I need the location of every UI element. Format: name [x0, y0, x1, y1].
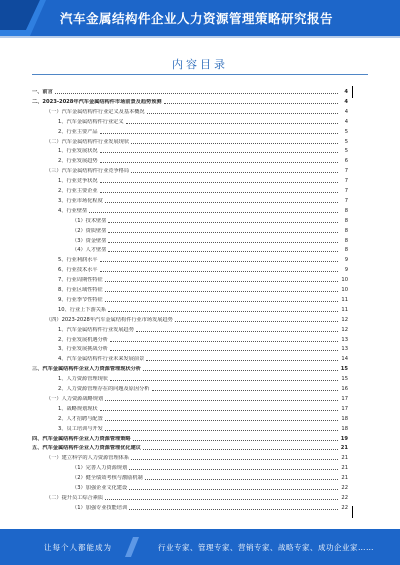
toc-entry[interactable]: [32, 86, 348, 95]
toc-entry[interactable]: [72, 502, 348, 511]
toc-entry-page: 5: [344, 138, 348, 145]
toc-entry-label: 8、行业区域性特征: [58, 287, 103, 293]
toc-entry-label: 2、行业主要企业: [58, 188, 98, 194]
margin-marker-bottom: [352, 506, 353, 518]
toc-entry-page: 21: [340, 445, 348, 452]
margin-marker-top: [352, 86, 353, 98]
toc-entry-page: 13: [341, 346, 348, 353]
toc-leader-dots: [55, 92, 338, 94]
toc-entry-page: 12: [341, 316, 348, 323]
toc-entry-page: 8: [344, 207, 348, 214]
toc-leader-dots: [136, 330, 338, 332]
toc-entry[interactable]: [58, 423, 348, 432]
toc-entry-label: （2）资质壁垒: [72, 227, 107, 234]
toc-entry[interactable]: [72, 482, 348, 491]
toc-entry-label: （四）2023-2028年汽车金属结构件行业市场发展趋势: [46, 316, 173, 323]
toc-entry[interactable]: [32, 442, 348, 451]
toc-entry-page: 22: [341, 485, 348, 491]
toc-entry-label: 1、人力资源管理现状: [58, 376, 108, 383]
toc-entry[interactable]: [58, 343, 348, 352]
toc-entry[interactable]: [58, 294, 348, 303]
toc-entry-page: 10: [341, 287, 348, 293]
toc-entry[interactable]: [58, 304, 348, 313]
toc-entry-page: 4: [344, 118, 348, 125]
toc-leader-dots: [100, 151, 338, 153]
toc-entry-label: 五、汽车金属结构件企业人力资源管理优化建议: [32, 445, 141, 452]
toc-leader-dots: [105, 419, 338, 421]
toc-entry[interactable]: [32, 96, 348, 105]
toc-entry-label: （1）完善人力资源规划: [72, 465, 128, 472]
toc-entry[interactable]: [46, 165, 348, 174]
toc-entry[interactable]: [58, 383, 348, 392]
toc-leader-dots: [108, 241, 338, 243]
toc-entry[interactable]: [58, 205, 348, 214]
toc-entry-page: 9: [344, 257, 348, 264]
toc-entry[interactable]: [72, 215, 348, 224]
toc-leader-dots: [147, 112, 338, 114]
toc-entry-page: 7: [344, 197, 348, 204]
toc-leader-dots: [100, 409, 338, 411]
toc-entry-page: 10: [341, 277, 348, 284]
toc-entry[interactable]: [58, 175, 348, 184]
report-header: [0, 0, 400, 40]
toc-entry-page: 22: [341, 504, 348, 511]
toc-entry-page: 7: [344, 188, 348, 194]
toc-leader-dots: [110, 340, 338, 342]
toc-entry[interactable]: [72, 225, 348, 234]
toc-entry-page: 17: [341, 405, 348, 412]
toc-entry[interactable]: [46, 314, 348, 323]
toc-entry-label: 1、汽车金属结构件行业定义: [58, 118, 124, 125]
toc-entry-page: 5: [344, 148, 348, 155]
toc-entry-page: 19: [340, 435, 348, 442]
toc-entry[interactable]: [32, 363, 348, 372]
toc-entry[interactable]: [58, 334, 348, 343]
toc-entry[interactable]: [72, 235, 348, 244]
toc-entry-label: 2、人力资源管理存在的问题及原因分析: [58, 386, 150, 392]
toc-entry-label: 4、行业壁垒: [58, 207, 88, 214]
toc-entry-page: 13: [341, 336, 348, 343]
toc-entry-page: 9: [344, 267, 348, 274]
toc-entry-label: 2、行业主要产品: [58, 128, 98, 135]
toc-leader-dots: [108, 310, 338, 312]
toc-entry[interactable]: [46, 136, 348, 145]
toc-entry-page: 4: [344, 89, 348, 95]
toc-entry-page: 16: [341, 386, 348, 392]
toc-entry-label: 7、行业周期性特征: [58, 277, 103, 284]
toc-leader-dots: [105, 201, 338, 203]
toc-leader-dots: [131, 458, 338, 460]
toc-entry-label: 5、行业利润水平: [58, 257, 98, 264]
toc-entry-label: （二）提升员工综合素质: [46, 494, 104, 501]
toc-leader-dots: [89, 211, 338, 213]
toc-entry-page: 4: [344, 108, 348, 115]
toc-entry[interactable]: [58, 155, 348, 164]
toc-leader-dots: [108, 221, 338, 223]
toc-leader-dots: [145, 478, 338, 480]
toc-entry-page: 17: [341, 395, 348, 402]
toc-entry-page: 8: [344, 217, 348, 224]
toc-entry[interactable]: [58, 126, 348, 135]
toc-entry-page: 11: [341, 296, 348, 303]
toc-entry-label: （三）汽车金属结构件行业竞争格局: [46, 168, 130, 175]
toc-entry-label: 四、汽车金属结构件企业人力资源管理策略: [32, 435, 131, 442]
toc-entry[interactable]: [58, 403, 348, 412]
toc-entry[interactable]: [46, 106, 348, 115]
toc-leader-dots: [105, 429, 338, 431]
toc-entry-page: 14: [341, 356, 348, 363]
toc-leader-dots: [146, 359, 338, 361]
toc-entry-label: 二、2023-2028年汽车金属结构件市场前景及趋势预测: [32, 98, 162, 105]
toc-leader-dots: [133, 439, 338, 441]
toc-entry[interactable]: [58, 284, 348, 293]
toc-entry-label: 3、行业市场化程度: [58, 197, 103, 204]
toc-leader-dots: [105, 290, 338, 292]
toc-entry-label: （3）加强企业文化建设: [72, 485, 128, 491]
toc-entry-label: 3、员工培训与开发: [58, 425, 103, 432]
toc-leader-dots: [175, 320, 338, 322]
toc-entry[interactable]: [72, 462, 348, 471]
header-title: 汽车金属结构件企业人力资源管理策略研究报告: [60, 11, 334, 26]
toc-entry[interactable]: [58, 185, 348, 194]
toc-entry[interactable]: [32, 433, 348, 442]
toc-entry-label: 3、行业发展挑战分析: [58, 346, 108, 353]
toc-leader-dots: [108, 231, 338, 233]
toc-entry-label: 1、汽车金属结构件行业发展趋势: [58, 326, 134, 333]
toc-title-rule: [32, 74, 368, 75]
toc-entry[interactable]: [72, 244, 348, 253]
toc-leader-dots: [110, 379, 338, 381]
toc-leader-dots: [164, 102, 338, 104]
toc-entry-label: （一）建立科学的人力资源管理体系: [46, 455, 130, 462]
toc-leader-dots: [131, 171, 338, 173]
toc-entry-label: （一）汽车金属结构件行业定义及基本概况: [46, 108, 145, 115]
toc-entry-label: 1、战略规划现状: [58, 405, 98, 412]
toc-leader-dots: [152, 389, 339, 391]
toc-entry[interactable]: [46, 492, 348, 501]
toc-entry-page: 7: [344, 178, 348, 185]
toc-entry-label: 一、前言: [32, 89, 53, 95]
toc-entry-label: 10、行业上下游关系: [58, 306, 107, 313]
toc-leader-dots: [105, 399, 338, 401]
toc-entry-label: 2、行业发展趋势: [58, 158, 98, 165]
toc-entry[interactable]: [58, 274, 348, 283]
footer-slogan-right: 行业专家、管理专家、营销专家、战略专家、成功企业家……: [158, 543, 374, 552]
toc-entry[interactable]: [58, 254, 348, 263]
toc-entry-label: （一）人力资源战略规划: [46, 395, 104, 402]
toc-entry[interactable]: [58, 413, 348, 422]
toc-entry-page: 8: [344, 237, 348, 244]
toc-entry-page: 6: [344, 158, 348, 165]
toc-entry[interactable]: [58, 195, 348, 204]
toc-leader-dots: [100, 270, 338, 272]
footer-slogan-left: 让每个人都能成为: [44, 543, 112, 552]
toc-leader-dots: [105, 498, 338, 500]
toc-entry-label: （二）汽车金属结构件行业发展现状: [46, 138, 130, 145]
toc-leader-dots: [105, 300, 338, 302]
toc-entry-label: 2、人才招聘与配置: [58, 415, 103, 422]
toc-entry-page: 22: [341, 494, 348, 501]
toc-entry-label: （1）加强专业技能培训: [72, 504, 128, 511]
toc-leader-dots: [100, 191, 338, 193]
toc-leader-dots: [110, 349, 338, 351]
toc-leader-dots: [108, 250, 338, 252]
toc-entry-page: 18: [341, 425, 348, 432]
toc-entry-page: 21: [341, 465, 348, 472]
toc-title: 内容目录: [172, 58, 228, 71]
toc-entry-page: 8: [344, 247, 348, 254]
toc-entry-label: 9、行业季节性特征: [58, 296, 103, 303]
toc-entry[interactable]: [58, 116, 348, 125]
toc-entry-page: 18: [341, 415, 348, 422]
toc-leader-dots: [100, 161, 338, 163]
footer-banner: [0, 529, 400, 565]
toc-entry[interactable]: [72, 472, 348, 481]
toc-entry-label: （2）健全绩效考核与激励机制: [72, 475, 143, 482]
toc-leader-dots: [126, 122, 338, 124]
toc-leader-dots: [129, 508, 338, 510]
toc-entry[interactable]: [46, 452, 348, 461]
toc-entry-label: （1）技术壁垒: [72, 217, 107, 224]
toc-entry[interactable]: [58, 145, 348, 154]
toc-entry[interactable]: [46, 393, 348, 402]
toc-entry-label: 2、行业发展机遇分析: [58, 336, 108, 343]
footer-separator-icon: [125, 537, 139, 557]
toc-entry-label: （3）资金壁垒: [72, 237, 107, 244]
toc-entry[interactable]: [58, 264, 348, 273]
toc-entry-page: 11: [341, 306, 348, 313]
toc-leader-dots: [100, 132, 338, 134]
toc-entry-page: 7: [344, 168, 348, 175]
toc-entry-label: 4、汽车金属结构件行业未来发展前景: [58, 356, 145, 363]
toc-entry-page: 15: [340, 366, 348, 373]
toc-leader-dots: [129, 468, 338, 470]
toc-entry-label: （4）人才壁垒: [72, 247, 107, 254]
toc-entry-label: 1、行业发展状况: [58, 148, 98, 155]
toc-entry[interactable]: [58, 324, 348, 333]
toc-leader-dots: [100, 181, 338, 183]
toc-leader-dots: [100, 260, 338, 262]
toc-entry[interactable]: [58, 353, 348, 362]
toc-leader-dots: [105, 280, 338, 282]
toc-entry-label: 三、汽车金属结构件企业人力资源管理现状分析: [32, 366, 141, 373]
toc-entry-page: 21: [341, 475, 348, 482]
toc-entry-page: 15: [341, 376, 348, 383]
toc-leader-dots: [143, 448, 338, 450]
toc-leader-dots: [143, 369, 338, 371]
toc-leader-dots: [129, 488, 338, 490]
toc-entry[interactable]: [58, 373, 348, 382]
toc-entry-page: 12: [341, 326, 348, 333]
toc-entry-page: 5: [344, 128, 348, 135]
toc-entry-page: 21: [341, 455, 348, 462]
toc-entry-label: 6、行业技术水平: [58, 267, 98, 274]
toc-entry-label: 1、行业竞争状况: [58, 178, 98, 185]
toc-leader-dots: [131, 142, 338, 144]
toc-entry-page: 4: [344, 98, 348, 105]
toc-entry-page: 8: [344, 227, 348, 234]
